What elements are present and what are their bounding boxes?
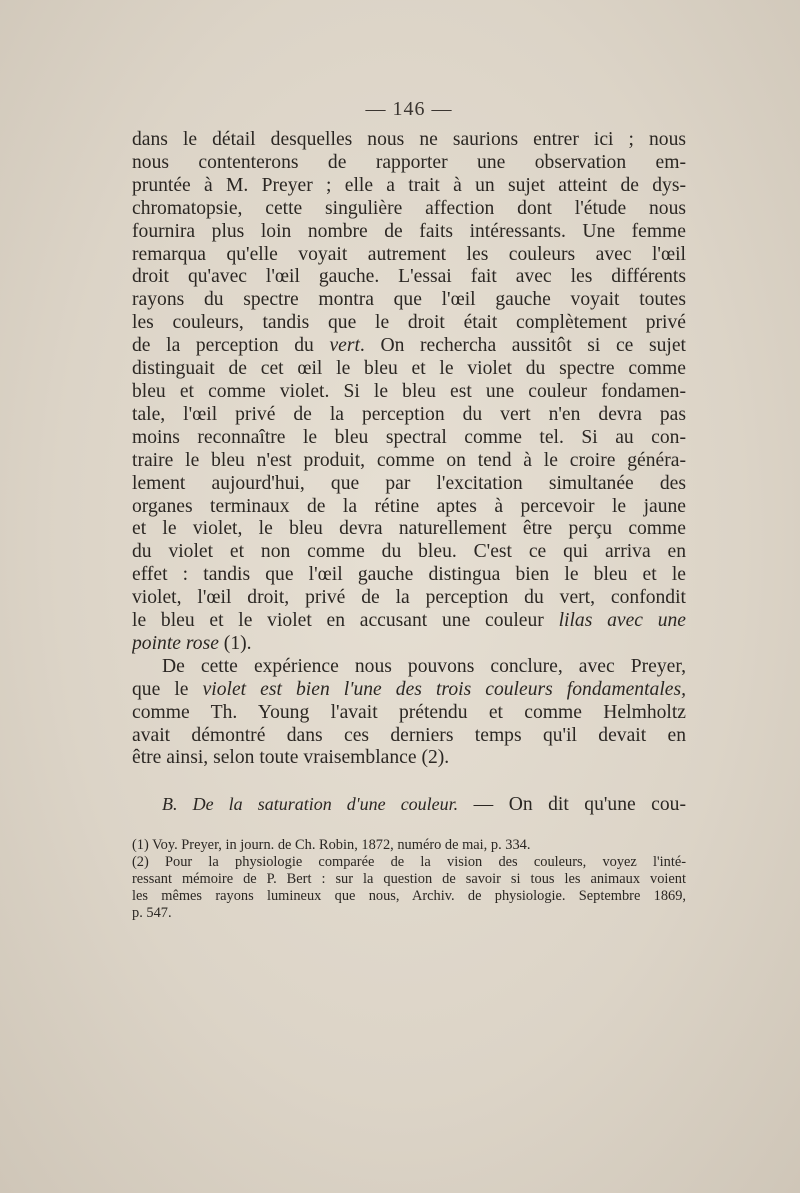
text-line: nous contenterons de rapporter une observation em- <box>132 151 686 173</box>
text-line: chromatopsie, cette singulière affection dont l'étude nous <box>132 197 686 219</box>
text-line: fournira plus loin nombre de faits intéressants. Une femme <box>132 220 686 242</box>
text-line: être ainsi, selon toute vraisemblance (2). <box>132 747 450 769</box>
section-heading-text: — On dit qu'une cou- <box>473 794 686 816</box>
text-line: dans le détail desquelles nous ne saurions entrer ici ; nous <box>132 129 686 150</box>
text-line: traire le bleu n'est produit, comme on tend à le croire généra- <box>132 449 686 471</box>
page-number: — 146 — <box>365 98 453 120</box>
text-run: . On rechercha aussitôt si ce sujet <box>359 335 686 357</box>
text-line: distinguait de cet œil le bleu et le violet du spectre comme <box>132 358 686 380</box>
text-line: effet : tandis que l'œil gauche distingua bien le bleu et le <box>132 564 686 586</box>
paragraph-2 <box>132 656 686 771</box>
section-heading <box>132 792 686 817</box>
footnote-line: (1) Voy. Preyer, in journ. de Ch. Robin, 1872, numéro de mai, p. 334. <box>132 837 531 854</box>
footnote-line: (2) Pour la physiologie comparée de la vision des couleurs, voyez l'inté- <box>132 854 686 871</box>
text-line <box>132 610 686 633</box>
italic-term-pointe-rose: pointe rose <box>132 632 219 654</box>
text-line: lement aujourd'hui, que par l'excitation simultanée des <box>132 472 686 494</box>
text-line: tale, l'œil privé de la perception du vert n'en devra pas <box>132 403 686 425</box>
text-run: de la perception du <box>132 335 314 357</box>
text-line: avait démontré dans ces derniers temps qu'il devait en <box>132 724 686 746</box>
text-line <box>132 335 686 358</box>
text-line <box>132 633 686 656</box>
section-heading-label: B. De la saturation d'une couleur. <box>162 794 459 815</box>
text-line: moins reconnaître le bleu spectral comme tel. Si au con- <box>132 426 686 448</box>
text-run: que le <box>132 678 189 700</box>
page-text-block <box>132 98 686 921</box>
italic-term-lilas: lilas avec une <box>558 610 686 632</box>
text-line: et le violet, le bleu devra naturellement être perçu comme <box>132 518 686 540</box>
footnote-line: p. 547. <box>132 904 172 921</box>
text-line: bleu et comme violet. Si le bleu est une couleur fondamen- <box>132 380 686 402</box>
text-line: les couleurs, tandis que le droit était complètement privé <box>132 312 686 334</box>
footnote-ref: (1). <box>218 632 252 654</box>
footnote-line: les mêmes rayons lumineux que nous, Archiv. de physiologie. Septembre 1869, <box>132 887 686 904</box>
paragraph-1 <box>132 129 686 656</box>
text-line: violet, l'œil droit, privé de la perception du vert, confondit <box>132 587 686 609</box>
text-run: le bleu et le violet en accusant une couleur <box>132 610 544 632</box>
text-line: rayons du spectre montra que l'œil gauche voyait toutes <box>132 289 686 311</box>
italic-phrase: violet est bien l'une des trois couleurs fondamentales, <box>202 678 686 700</box>
text-line: organes terminaux de la rétine aptes à percevoir le jaune <box>132 495 686 517</box>
italic-term-vert: vert <box>329 335 360 357</box>
text-line: comme Th. Young l'avait prétendu et comme Helmholtz <box>132 701 686 723</box>
footnotes <box>132 837 686 921</box>
footnote-line: ressant mémoire de P. Bert : sur la question de savoir si tous les animaux voient <box>132 870 686 887</box>
text-line: De cette expérience nous pouvons conclure, avec Preyer, <box>162 655 686 677</box>
text-line: droit qu'avec l'œil gauche. L'essai fait avec les différents <box>132 266 686 288</box>
text-line: pruntée à M. Preyer ; elle a trait à un sujet atteint de dys- <box>132 174 686 196</box>
text-line: du violet et non comme du bleu. C'est ce qui arriva en <box>132 541 686 563</box>
text-line <box>132 679 686 702</box>
text-line: remarqua qu'elle voyait autrement les couleurs avec l'œil <box>132 243 686 265</box>
